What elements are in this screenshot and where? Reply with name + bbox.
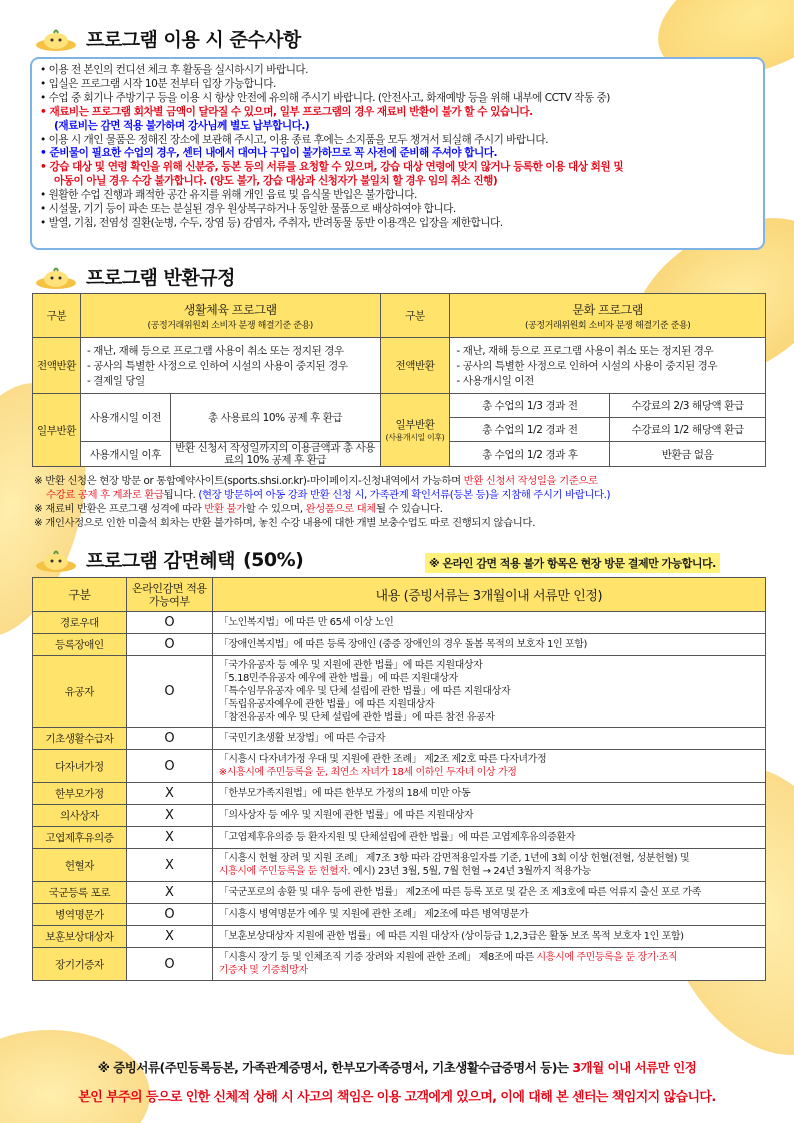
discount-content-line [219,865,759,878]
rules-section-title: 프로그램 이용 시 준수사항 [86,29,301,51]
rule-item: 아동이 아닐 경우 수강 불가합니다. (양도 불가, 강습 대상과 신청자가 불일치 할 경우 임의 취소 진행) [54,175,498,188]
part-refund-label: 일부반환 [33,394,81,467]
discount-content [212,926,765,948]
discount-online-flag: X [126,849,212,882]
refund-note-1-cont [34,488,774,502]
discount-type: 고엽제후유의증 [33,827,127,849]
rule-item [40,134,755,148]
discount-online-flag: X [126,805,212,827]
discount-row [33,612,766,634]
rule-text: 시설물, 기기 등이 파손 또는 분실된 경우 원상복구하거나 동일한 물품으로 배상하여야 합니다. [48,203,456,216]
discount-type: 경로우대 [33,612,127,634]
sport-part-when-0: 사용개시일 이전 [80,394,170,442]
rule-item [40,78,755,92]
discount-content-line: 「시흥시 다자녀가정 우대 및 지원에 관한 조례」 제2조 제2호 따른 다자녀가정 [218,754,547,765]
culture-part-when-1: 총 수업의 1/2 경과 전 [450,418,610,442]
culture-full-refund-cell [450,338,766,394]
bullet-icon: • [40,105,50,118]
note-red: 반환 불가 [204,503,246,515]
rule-text: 원활한 수업 진행과 쾌적한 공간 유지를 위해 개인 음료 및 음식물 반입은 불가합니다. [48,189,417,202]
discount-type: 유공자 [33,656,127,728]
discount-type: 병역명문가 [33,904,127,926]
note-text: ※ 반환 신청은 현장 방문 or 통합예약사이트(sports.shsi.or.kr)-마이페이지-신청내역에서 가능하며 [34,475,464,487]
refund-section-header [34,263,235,290]
rule-item [40,147,755,161]
discount-content-line: 「한부모가족지원법」에 따른 한부모 가정의 18세 미만 아동 [218,788,471,799]
discount-content-line: 「보훈보상대상자 지원에 관한 법률」에 따른 지원 대상자 (상이등급 1,2,3급은 활동 보조 목적 보호자 1인 포함) [218,931,684,942]
culture-part-when-0: 총 수업의 1/3 경과 전 [450,394,610,418]
sport-sub: (공정거래위원회 소비자 분쟁 해결기준 준용) [147,320,313,331]
part-label-culture-sub: (사용개시일 이후) [385,433,445,442]
discount-online-flag: X [126,827,212,849]
rule-item [40,92,755,106]
discount-online-flag: O [126,948,212,981]
discount-type: 장기기증자 [33,948,127,981]
discount-online-flag: X [126,926,212,948]
culture-part-when-2: 총 수업의 1/2 경과 후 [450,442,610,467]
discount-content [212,750,765,783]
discount-table-body [33,612,766,981]
bullet-icon: • [40,189,49,202]
discount-content [212,904,765,926]
note-red: 수강료 공제 후 계좌로 환급 [46,489,164,501]
refund-section-title: 프로그램 반환규정 [86,267,235,289]
footer-liability-note: 본인 부주의 등으로 인한 신체적 상해 시 사고의 책임은 이용 고객에게 있으며, 이에 대해 본 센터는 책임지지 않습니다. [78,1090,716,1105]
refund-header-gubun-2: 구분 [380,294,450,338]
rule-text: 재료비는 프로그램 회차별 금액이 달라질 수 있으며, 일부 프로그램의 경우 재료비 반환이 불가 할 수 있습니다. [49,105,533,118]
refund-header-culture [450,294,766,338]
rule-item [40,161,755,175]
mascot-icon [34,265,78,289]
discount-online-flag: O [126,728,212,750]
refund-note-2 [34,502,774,516]
discount-content-line: 「참전유공자 예우 및 단체 설립에 관한 법률」에 따른 참전 유공자 [218,712,495,723]
rule-text: 이용 시 개인 물품은 정해진 장소에 보관해 주시고, 이용 종료 후에는 소지품을 모두 챙겨서 퇴실해 주시기 바랍니다. [48,133,548,146]
discount-content-line: 「고엽제후유의증 등 환자지원 및 단체설립에 관한 법률」에 따른 고엽제후유의증환자 [218,832,576,843]
discount-content-line: 「시흥시 헌혈 장려 및 지원 조례」 제7조 3항 따라 감면적용일자를 기준, 1년에 3회 이상 헌혈(전혈, 성분헌혈) 및 [218,853,690,864]
discount-row [33,750,766,783]
discount-type: 헌혈자 [33,849,127,882]
sport-title: 생활체육 프로그램 [183,302,277,317]
footer-text: ※ 증빙서류(주민등록등본, 가족관계증명서, 한부모가족증명서, 기초생활수급증명서 등)는 [97,1060,573,1075]
discount-type: 의사상자 [33,805,127,827]
refund-header-sport [80,294,380,338]
bullet-icon: • [40,64,49,76]
refund-note-3: ※ 개인사정으로 인한 미출석 회차는 반환 불가하며, 놓친 수강 내용에 대한 개별 보충수업도 따로 진행되지 않습니다. [34,517,535,529]
note-red: 반환 신청서 작성일을 기준으로 [463,475,598,487]
full-refund-label-culture: 전액반환 [380,338,450,394]
discount-row [33,728,766,750]
rule-text: 이용 전 본인의 컨디션 체크 후 활동을 실시하시기 바랍니다. [48,64,309,76]
rules-list [40,64,755,231]
discount-red-line: 시흥시에 주민등록을 둔 장기·조직 [536,952,678,963]
bullet-icon: • [40,216,49,229]
refund-notes [34,474,774,530]
rule-item [40,64,755,78]
rule-text: 준비물이 필요한 수업의 경우, 센터 내에서 대여나 구입이 불가하므로 꼭 사전에 준비해 주셔야 합니다. [49,147,498,160]
culture-full-line: - 재난, 재해 등으로 프로그램 사용이 취소 또는 정지된 경우 [456,345,714,357]
culture-title: 문화 프로그램 [572,302,643,317]
sport-part-what-1: 반환 신청서 작성일까지의 이용금액과 총 사용료의 10% 공제 후 환급 [170,442,380,467]
footer-red: 3개월 이내 서류만 인정 [572,1060,697,1075]
part-label-culture-text: 일부반환 [395,419,435,431]
discount-content-line: 「5.18민주유공자 예우에 관한 법률」에 따른 지원대상자 [218,673,458,684]
sport-part-what-0: 총 사용료의 10% 공제 후 환급 [170,394,380,442]
discount-section-title: 프로그램 감면혜택 [86,550,235,572]
sport-full-line: - 재난, 재해 등으로 프로그램 사용이 취소 또는 정지된 경우 [86,345,344,357]
bullet-icon: • [40,91,49,104]
discount-pct: (50%) [242,548,304,571]
rules-box [30,57,765,250]
discount-content [212,948,765,981]
rule-item [40,203,755,217]
discount-content [212,783,765,805]
mascot-icon [34,27,78,51]
rule-text: 수업 중 회기나 주방기구 등을 이용 시 항상 안전에 유의해 주시기 바랍니다. (안전사고, 화재예방 등을 위해 내부에 CCTV 작동 중) [48,91,610,104]
discount-content-line: 「의사상자 등 예우 및 지원에 관한 법률」에 따른 지원대상자 [218,810,474,821]
rule-text: 입실은 프로그램 시작 10분 전부터 입장 가능합니다. [48,77,276,90]
discount-col-type: 구분 [33,578,127,612]
sport-full-line: - 결제일 당일 [86,375,145,387]
discount-row [33,656,766,728]
discount-content-line: 「장애인복지법」에 따른 등록 장애인 (중증 장애인의 경우 돌봄 목적의 보호자 1인 포함) [218,639,588,650]
discount-online-flag: O [126,612,212,634]
footer-evidence-note [0,1058,794,1076]
discount-type: 보훈보상대상자 [33,926,127,948]
discount-content-line: 「국민기초생활 보장법」에 따른 수급자 [218,733,386,744]
discount-red-line: 기증자 및 기증희망자 [218,965,308,976]
discount-content-line: 「특수임무유공자 예우 및 단체 설립에 관한 법률」에 따른 지원대상자 [218,686,511,697]
note-text: 됩니다. [163,489,199,501]
discount-row [33,904,766,926]
note-text: 될 수 있습니다. [375,503,443,515]
discount-row [33,827,766,849]
mascot-icon [34,548,78,572]
refund-table [32,293,766,467]
rule-text: 발열, 기침, 전염성 질환(눈병, 수두, 장염 등) 감염자, 주취자, 반려동물 동반 이용객은 입장을 제한합니다. [48,216,503,229]
discount-col-content: 내용 (증빙서류는 3개월이내 서류만 인정) [212,578,765,612]
discount-content [212,634,765,656]
note-red: 완성품으로 대체 [305,503,376,515]
discount-content [212,612,765,634]
rule-item: (재료비는 감면 적용 불가하며 강사님께 별도 납부합니다.) [54,119,310,132]
sport-part-when-1: 사용개시일 이후 [80,442,170,467]
discount-content-line: 「국군포로의 송환 및 대우 등에 관한 법률」 제2조에 따른 등록 포로 및 같은 조 제3호에 따른 억류지 출신 포로 가족 [218,887,701,898]
discount-row [33,849,766,882]
discount-online-flag: X [126,783,212,805]
discount-content-line: 「시흥시 병역명문가 예우 및 지원에 관한 조례」 제2조에 따른 병역명문가 [218,909,529,920]
rule-item [40,106,755,120]
rule-item [40,217,755,231]
discount-content [212,882,765,904]
culture-sub: (공정거래위원회 소비자 분쟁 해결기준 준용) [525,320,691,331]
online-discount-note: ※ 온라인 감면 적용 불가 항목은 현장 방문 결제만 가능합니다. [425,553,720,573]
discount-row [33,783,766,805]
discount-row [33,948,766,981]
sport-full-line: - 공사의 특별한 사정으로 인하여 시설의 사용이 중지된 경우 [86,360,348,372]
culture-part-what-2: 반환금 없음 [610,442,766,467]
bullet-icon: • [40,147,50,160]
discount-content [212,849,765,882]
discount-online-flag: X [126,882,212,904]
discount-type: 한부모가정 [33,783,127,805]
culture-full-line: - 공사의 특별한 사정으로 인하여 시설의 사용이 중지된 경우 [456,360,718,372]
discount-red-line: 시흥시에 주민등록을 둔 헌혈자. [218,866,351,877]
discount-table [32,577,766,981]
discount-col-online: 온라인감면 적용가능여부 [126,578,212,612]
discount-content-line: 「국가유공자 등 예우 및 지원에 관한 법률」에 따른 지원대상자 [218,660,483,671]
note-blue: (현장 방문하여 아동 강좌 반환 신청 시, 가족관계 확인서류(등본 등)을 지참해 주시기 바랍니다.) [198,489,611,501]
discount-tail: 예시) 23년 3월, 5월, 7월 헌혈 → 24년 3월까지 적용가능 [350,866,591,877]
culture-part-what-1: 수강료의 1/2 해당액 환급 [610,418,766,442]
full-refund-label: 전액반환 [33,338,81,394]
sport-full-refund-cell [80,338,380,394]
culture-part-what-0: 수강료의 2/3 해당액 환급 [610,394,766,418]
discount-row [33,805,766,827]
bullet-icon: • [40,77,49,90]
bullet-icon: • [40,133,49,146]
refund-note-1 [34,474,774,488]
part-refund-label-culture [380,394,450,467]
discount-online-flag: O [126,750,212,783]
discount-content [212,656,765,728]
discount-type: 국군등록 포로 [33,882,127,904]
rule-item [40,189,755,203]
discount-content-line: 「시흥시 장기 등 및 인체조직 기증 장려와 지원에 관한 조례」 제8조에 따른 [218,952,537,963]
rule-text: 강습 대상 및 연령 확인을 위해 신분증, 등본 등의 서류를 요청할 수 있으며, 강습 대상 연령에 맞지 않거나 등록한 이용 대상 회원 및 [49,161,624,174]
discount-content-line: 「노인복지법」에 따른 만 65세 이상 노인 [218,617,394,628]
discount-content [212,827,765,849]
discount-row [33,882,766,904]
bullet-icon: • [40,161,50,174]
discount-content-line: 「독립유공자예우에 관한 법률」에 따른 지원대상자 [218,699,435,710]
discount-section-header [34,546,303,573]
discount-online-flag: O [126,656,212,728]
discount-type: 등록장애인 [33,634,127,656]
discount-type: 기초생활수급자 [33,728,127,750]
discount-type: 다자녀가정 [33,750,127,783]
discount-content [212,728,765,750]
discount-online-flag: O [126,634,212,656]
note-text: 할 수 있으며, [245,503,306,515]
rules-section-header [34,25,301,52]
discount-online-flag: O [126,904,212,926]
discount-content [212,805,765,827]
refund-header-gubun: 구분 [33,294,81,338]
discount-row [33,634,766,656]
discount-row [33,926,766,948]
culture-full-line: - 사용개시일 이전 [456,375,534,387]
bullet-icon: • [40,203,49,216]
discount-red-line: ※시흥시에 주민등록을 둔, 최연소 자녀가 18세 이하인 두자녀 이상 가정 [218,767,517,778]
note-text: ※ 재료비 반환은 프로그램 성격에 따라 [34,503,205,515]
